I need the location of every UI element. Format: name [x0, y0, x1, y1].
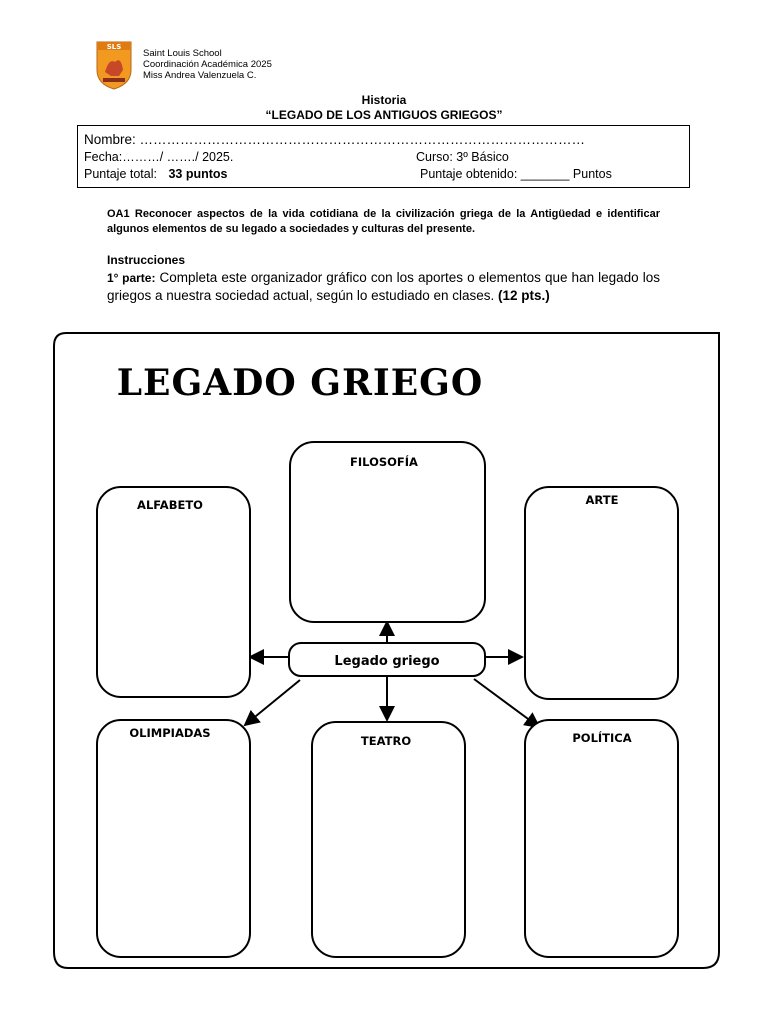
- box-politica[interactable]: [525, 720, 678, 957]
- box-arte[interactable]: [525, 487, 678, 699]
- coordination-line: Coordinación Académica 2025: [143, 59, 272, 70]
- box-alfabeto[interactable]: [97, 487, 250, 697]
- label-politica: POLÍTICA: [572, 731, 632, 745]
- obtained-score-field[interactable]: Puntaje obtenido: _______ Puntos: [420, 167, 612, 181]
- box-olimpiadas[interactable]: [97, 720, 250, 957]
- label-alfabeto: ALFABETO: [137, 498, 203, 512]
- part-text: Completa este organizador gráfico con los aportes o elementos que han legado los griegos a nuestra sociedad actual, según lo estudiado en clases.: [107, 270, 660, 303]
- instructions-text: [107, 269, 660, 304]
- total-score-value: 33 puntos: [168, 167, 228, 181]
- name-blank: ………………………………………………………………………………………: [139, 132, 586, 147]
- box-filosofia[interactable]: [290, 442, 485, 622]
- subject-title: Historia: [361, 93, 407, 107]
- teacher-name: Miss Andrea Valenzuela C.: [143, 70, 257, 81]
- part-points: (12 pts.): [494, 288, 550, 303]
- school-name: Saint Louis School: [143, 48, 222, 59]
- organizer-title: LEGADO GRIEGO: [116, 362, 484, 404]
- date-field[interactable]: Fecha:………/ ……./ 2025.: [84, 150, 234, 164]
- name-label: Nombre:: [84, 132, 136, 147]
- label-teatro: TEATRO: [360, 734, 412, 748]
- part-label: 1° parte:: [107, 271, 156, 285]
- total-score-label: Puntaje total:: [84, 167, 157, 181]
- label-arte: ARTE: [585, 493, 619, 507]
- student-info-box: [77, 125, 690, 188]
- name-field[interactable]: [84, 132, 585, 147]
- learning-objective: OA1 Reconocer aspectos de la vida cotidiana de la civilización griega de la Antigüedad e identificar algunos elementos de su legado a sociedades y culturas del presente.: [107, 208, 660, 235]
- school-crest-logo: [95, 40, 133, 90]
- center-label: Legado griego: [334, 654, 440, 669]
- total-score: [84, 167, 228, 181]
- instructions-heading: Instrucciones: [107, 253, 186, 267]
- worksheet-title: “LEGADO DE LOS ANTIGUOS GRIEGOS”: [265, 108, 503, 122]
- label-olimpiadas: OLIMPIADAS: [129, 726, 211, 740]
- box-teatro[interactable]: [312, 722, 465, 957]
- course-field: Curso: 3º Básico: [416, 150, 509, 164]
- logo-text: SLS: [106, 43, 122, 51]
- arrow-to-olimpiadas: [245, 680, 300, 725]
- graphic-organizer: [52, 332, 722, 970]
- label-filosofia: FILOSOFÍA: [350, 455, 418, 469]
